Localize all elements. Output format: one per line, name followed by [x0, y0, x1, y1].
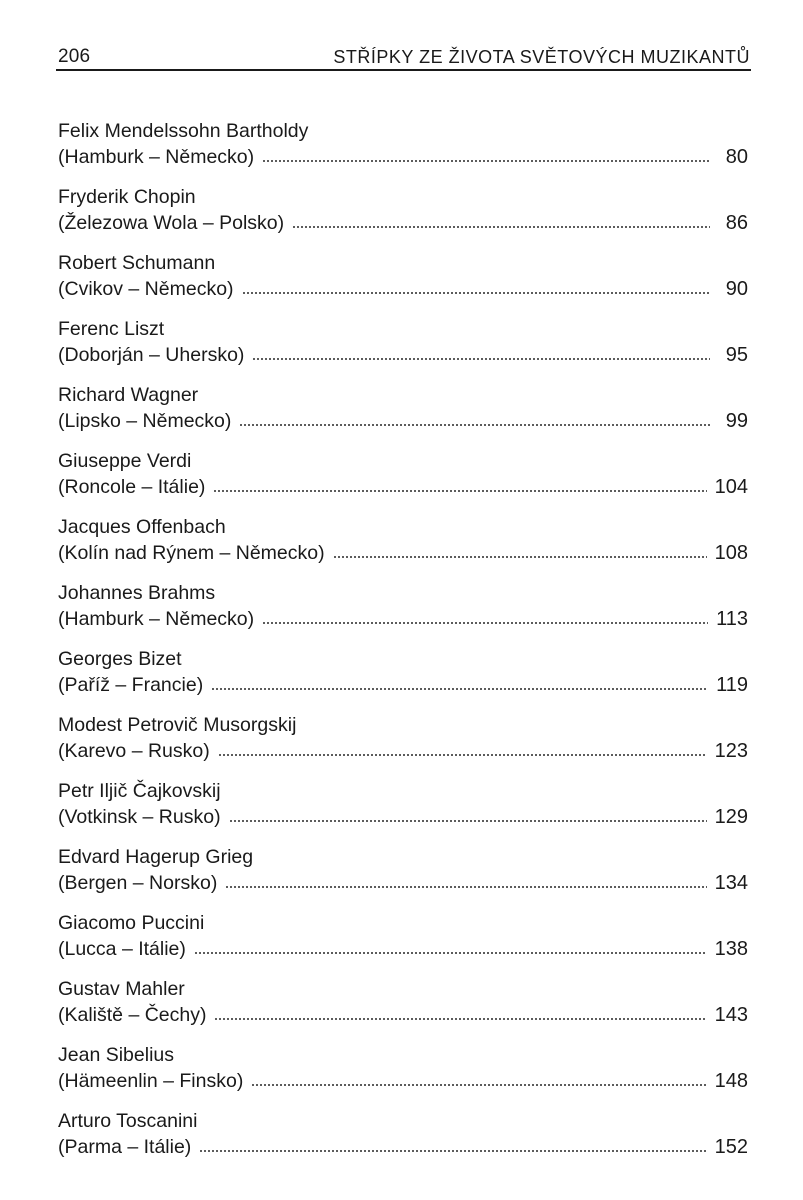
birthplace: (Karevo – Rusko)	[58, 740, 210, 762]
toc-entry	[58, 118, 748, 184]
birthplace: (Paříž – Francie)	[58, 674, 204, 696]
entry-detail-line	[58, 342, 748, 368]
composer-name: Felix Mendelssohn Bartholdy	[58, 120, 309, 142]
birthplace: (Bergen – Norsko)	[58, 872, 218, 894]
entry-detail-line	[58, 738, 748, 764]
table-of-contents	[58, 118, 748, 1174]
toc-entry	[58, 778, 748, 844]
dot-leader	[211, 687, 708, 691]
entry-page-number: 134	[714, 872, 748, 894]
toc-entry	[58, 1042, 748, 1108]
birthplace: (Roncole – Itálie)	[58, 476, 206, 498]
dot-leader	[218, 753, 707, 757]
entry-detail-line	[58, 276, 748, 302]
composer-name: Edvard Hagerup Grieg	[58, 846, 254, 868]
entry-detail-line	[58, 870, 748, 896]
entry-detail-line	[58, 210, 748, 236]
toc-entry	[58, 382, 748, 448]
entry-page-number: 108	[714, 542, 748, 564]
entry-page-number: 86	[725, 212, 748, 234]
entry-detail-line	[58, 1002, 748, 1028]
composer-name: Georges Bizet	[58, 648, 182, 670]
toc-entry	[58, 910, 748, 976]
toc-entry	[58, 250, 748, 316]
toc-entry	[58, 184, 748, 250]
toc-entry	[58, 580, 748, 646]
page-number: 206	[58, 46, 91, 67]
dot-leader	[225, 885, 706, 889]
entry-page-number: 80	[725, 146, 748, 168]
running-head	[58, 40, 750, 68]
toc-entry	[58, 1108, 748, 1174]
dot-leader	[292, 225, 710, 229]
toc-entry	[58, 448, 748, 514]
composer-name: Petr Iljič Čajkovskij	[58, 780, 221, 802]
entry-detail-line	[58, 144, 748, 170]
entry-page-number: 129	[714, 806, 748, 828]
dot-leader	[252, 357, 710, 361]
entry-page-number: 104	[714, 476, 748, 498]
entry-page-number: 90	[725, 278, 748, 300]
birthplace: (Hamburk – Německo)	[58, 146, 255, 168]
entry-page-number: 152	[714, 1136, 748, 1158]
toc-entry	[58, 316, 748, 382]
composer-name: Richard Wagner	[58, 384, 199, 406]
toc-entry	[58, 514, 748, 580]
birthplace: (Lipsko – Německo)	[58, 410, 232, 432]
entry-detail-line	[58, 408, 748, 434]
birthplace: (Lucca – Itálie)	[58, 938, 186, 960]
dot-leader	[239, 423, 710, 427]
dot-leader	[262, 159, 710, 163]
composer-name: Johannes Brahms	[58, 582, 216, 604]
composer-name: Jean Sibelius	[58, 1044, 174, 1066]
header-rule	[56, 69, 751, 71]
dot-leader	[262, 621, 708, 625]
birthplace: (Kolín nad Rýnem – Německo)	[58, 542, 325, 564]
birthplace: (Votkinsk – Rusko)	[58, 806, 221, 828]
entry-detail-line	[58, 672, 748, 698]
entry-page-number: 123	[714, 740, 748, 762]
dot-leader	[242, 291, 710, 295]
entry-detail-line	[58, 1068, 748, 1094]
entry-detail-line	[58, 1134, 748, 1160]
birthplace: (Kaliště – Čechy)	[58, 1004, 207, 1026]
dot-leader	[213, 489, 706, 493]
composer-name: Gustav Mahler	[58, 978, 185, 1000]
entry-page-number: 95	[725, 344, 748, 366]
toc-entry	[58, 844, 748, 910]
composer-name: Jacques Offenbach	[58, 516, 226, 538]
entry-page-number: 99	[725, 410, 748, 432]
entry-detail-line	[58, 474, 748, 500]
composer-name: Robert Schumann	[58, 252, 216, 274]
birthplace: (Doborján – Uhersko)	[58, 344, 245, 366]
dot-leader	[199, 1149, 706, 1153]
entry-detail-line	[58, 936, 748, 962]
dot-leader	[229, 819, 707, 823]
toc-entry	[58, 712, 748, 778]
dot-leader	[333, 555, 707, 559]
composer-name: Arturo Toscanini	[58, 1110, 198, 1132]
dot-leader	[194, 951, 707, 955]
composer-name: Fryderik Chopin	[58, 186, 196, 208]
dot-leader	[251, 1083, 706, 1087]
toc-entry	[58, 646, 748, 712]
birthplace: (Železowa Wola – Polsko)	[58, 212, 285, 234]
composer-name: Giacomo Puccini	[58, 912, 205, 934]
entry-page-number: 138	[714, 938, 748, 960]
entry-page-number: 113	[716, 608, 748, 630]
entry-page-number: 119	[716, 674, 748, 696]
entry-detail-line	[58, 606, 748, 632]
entry-page-number: 143	[714, 1004, 748, 1026]
birthplace: (Hamburk – Německo)	[58, 608, 255, 630]
entry-detail-line	[58, 540, 748, 566]
running-title: STŘÍPKY ZE ŽIVOTA SVĚTOVÝCH MUZIKANTŮ	[333, 47, 750, 67]
entry-detail-line	[58, 804, 748, 830]
entry-page-number: 148	[714, 1070, 748, 1092]
composer-name: Giuseppe Verdi	[58, 450, 192, 472]
dot-leader	[214, 1017, 706, 1021]
birthplace: (Cvikov – Německo)	[58, 278, 234, 300]
composer-name: Ferenc Liszt	[58, 318, 165, 340]
birthplace: (Parma – Itálie)	[58, 1136, 192, 1158]
composer-name: Modest Petrovič Musorgskij	[58, 714, 297, 736]
toc-entry	[58, 976, 748, 1042]
birthplace: (Hämeenlin – Finsko)	[58, 1070, 244, 1092]
